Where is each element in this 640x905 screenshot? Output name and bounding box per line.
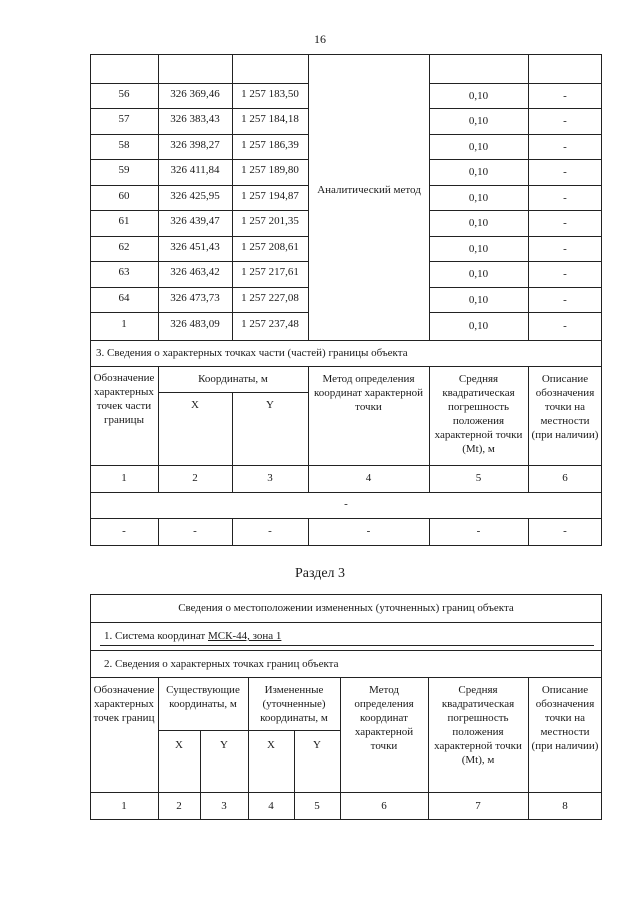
col-number: 2	[176, 800, 182, 812]
col-number: 4	[268, 800, 274, 812]
cell-desc: -	[563, 268, 567, 280]
col-number: 3	[221, 800, 227, 812]
cell-desc: -	[563, 217, 567, 229]
header-accuracy: Средняя квадратическая погрешность положения характерной точки (Mt), м	[434, 684, 522, 766]
cell-mt: 0,10	[468, 320, 489, 332]
cell-num: 61	[118, 215, 130, 227]
cell-num: 63	[118, 266, 130, 278]
cell-x: 326 483,09	[170, 318, 220, 330]
col-number: 6	[381, 800, 387, 812]
header-designation: Обозначение характерных точек границ	[93, 684, 155, 724]
cell-desc: -	[563, 166, 567, 178]
col-number: 2	[192, 472, 198, 484]
cell-num: 57	[118, 113, 130, 125]
cell-x: 326 425,95	[170, 190, 220, 202]
cell-mt: 0,10	[468, 268, 489, 280]
cell-desc: -	[563, 141, 567, 153]
dash-cell: -	[366, 525, 371, 537]
header-accuracy: Средняя квадратическая погрешность положения характерной точки (Mt), м	[434, 373, 523, 455]
cell-y: 1 257 201,35	[241, 215, 299, 227]
part-heading: 3. Сведения о характерных точках части (частей) границы объекта	[96, 347, 408, 359]
cell-y: 1 257 227,08	[241, 292, 299, 304]
cell-x: 326 383,43	[170, 113, 220, 125]
col-number: 1	[121, 800, 127, 812]
header-method: Метод определения координат характерной точки	[354, 684, 414, 752]
cell-mt: 0,10	[468, 294, 489, 306]
cell-mt: 0,10	[468, 217, 489, 229]
col-number: 8	[562, 800, 568, 812]
col-number: 5	[475, 472, 482, 484]
cell-x: 326 451,43	[170, 241, 220, 253]
merged-dash-cell: -	[344, 498, 348, 510]
cell-y: 1 257 189,80	[241, 164, 299, 176]
points-heading: 2. Сведения о характерных точках границ объекта	[104, 658, 339, 670]
cell-y: 1 257 217,61	[241, 266, 299, 278]
header-x-existing: X	[175, 739, 183, 751]
cell-mt: 0,10	[468, 141, 489, 153]
cell-x: 326 439,47	[170, 215, 220, 227]
cell-x: 326 473,73	[170, 292, 220, 304]
cell-num: 59	[118, 164, 130, 176]
table2-title: Сведения о местоположении измененных (уточненных) границ объекта	[178, 602, 514, 614]
coordinate-system	[104, 629, 584, 643]
cell-desc: -	[563, 320, 567, 332]
coordinate-system-label: 1. Система координат	[104, 630, 208, 642]
header-y-existing: Y	[220, 739, 228, 751]
cell-mt: 0,10	[468, 90, 489, 102]
cell-desc: -	[563, 90, 567, 102]
section-title: Раздел 3	[294, 566, 346, 581]
cell-x: 326 411,84	[170, 164, 220, 176]
header-changed: Измененные (уточненные) координаты, м	[260, 684, 328, 724]
cell-num: 58	[118, 139, 130, 151]
header-y-changed: Y	[313, 739, 321, 751]
header-method: Метод определения координат характерной точки	[314, 373, 423, 413]
dash-cell: -	[268, 525, 272, 537]
dash-cell: -	[563, 525, 567, 537]
cell-y: 1 257 183,50	[241, 88, 299, 100]
cell-y: 1 257 184,18	[241, 113, 299, 125]
cell-num: 1	[121, 318, 127, 330]
header-description: Описание обозначения точки на местности (при наличии)	[531, 684, 599, 752]
header-description: Описание обозначения точки на местности (при наличии)	[531, 373, 599, 441]
cell-num: 62	[118, 241, 130, 253]
cell-mt: 0,10	[468, 166, 489, 178]
cell-desc: -	[563, 192, 567, 204]
dash-cell: -	[193, 525, 197, 537]
method-cell: Аналитический метод	[317, 184, 421, 196]
col-number: 3	[267, 472, 273, 484]
col-number: 7	[475, 800, 481, 812]
cell-mt: 0,10	[468, 115, 489, 127]
header-existing: Существующие координаты, м	[166, 684, 240, 710]
cell-y: 1 257 237,48	[241, 318, 299, 330]
header-designation: Обозначение характерных точек части границы	[93, 372, 155, 426]
cell-desc: -	[563, 243, 567, 255]
cell-desc: -	[563, 115, 567, 127]
cell-mt: 0,10	[468, 243, 489, 255]
cell-y: 1 257 194,87	[241, 190, 299, 202]
header-y: Y	[266, 399, 274, 411]
col-number: 5	[314, 800, 320, 812]
col-number: 4	[365, 472, 372, 484]
cell-x: 326 463,42	[170, 266, 220, 278]
cell-x: 326 369,46	[170, 88, 220, 100]
cell-mt: 0,10	[468, 192, 489, 204]
header-coordinates: Координаты, м	[198, 373, 268, 385]
col-number: 1	[121, 472, 127, 484]
cell-desc: -	[563, 294, 567, 306]
cell-y: 1 257 208,61	[241, 241, 299, 253]
coordinate-system-value: МСК-44, зона 1	[207, 630, 282, 642]
cell-num: 56	[118, 88, 130, 100]
cell-num: 64	[118, 292, 130, 304]
dash-cell: -	[122, 525, 126, 537]
cell-num: 60	[118, 190, 130, 202]
header-x-changed: X	[267, 739, 275, 751]
page-number: 16	[314, 32, 326, 46]
col-number: 6	[562, 472, 568, 484]
cell-x: 326 398,27	[170, 139, 220, 151]
dash-cell: -	[476, 525, 481, 537]
header-x: X	[191, 399, 199, 411]
cell-y: 1 257 186,39	[241, 139, 299, 151]
